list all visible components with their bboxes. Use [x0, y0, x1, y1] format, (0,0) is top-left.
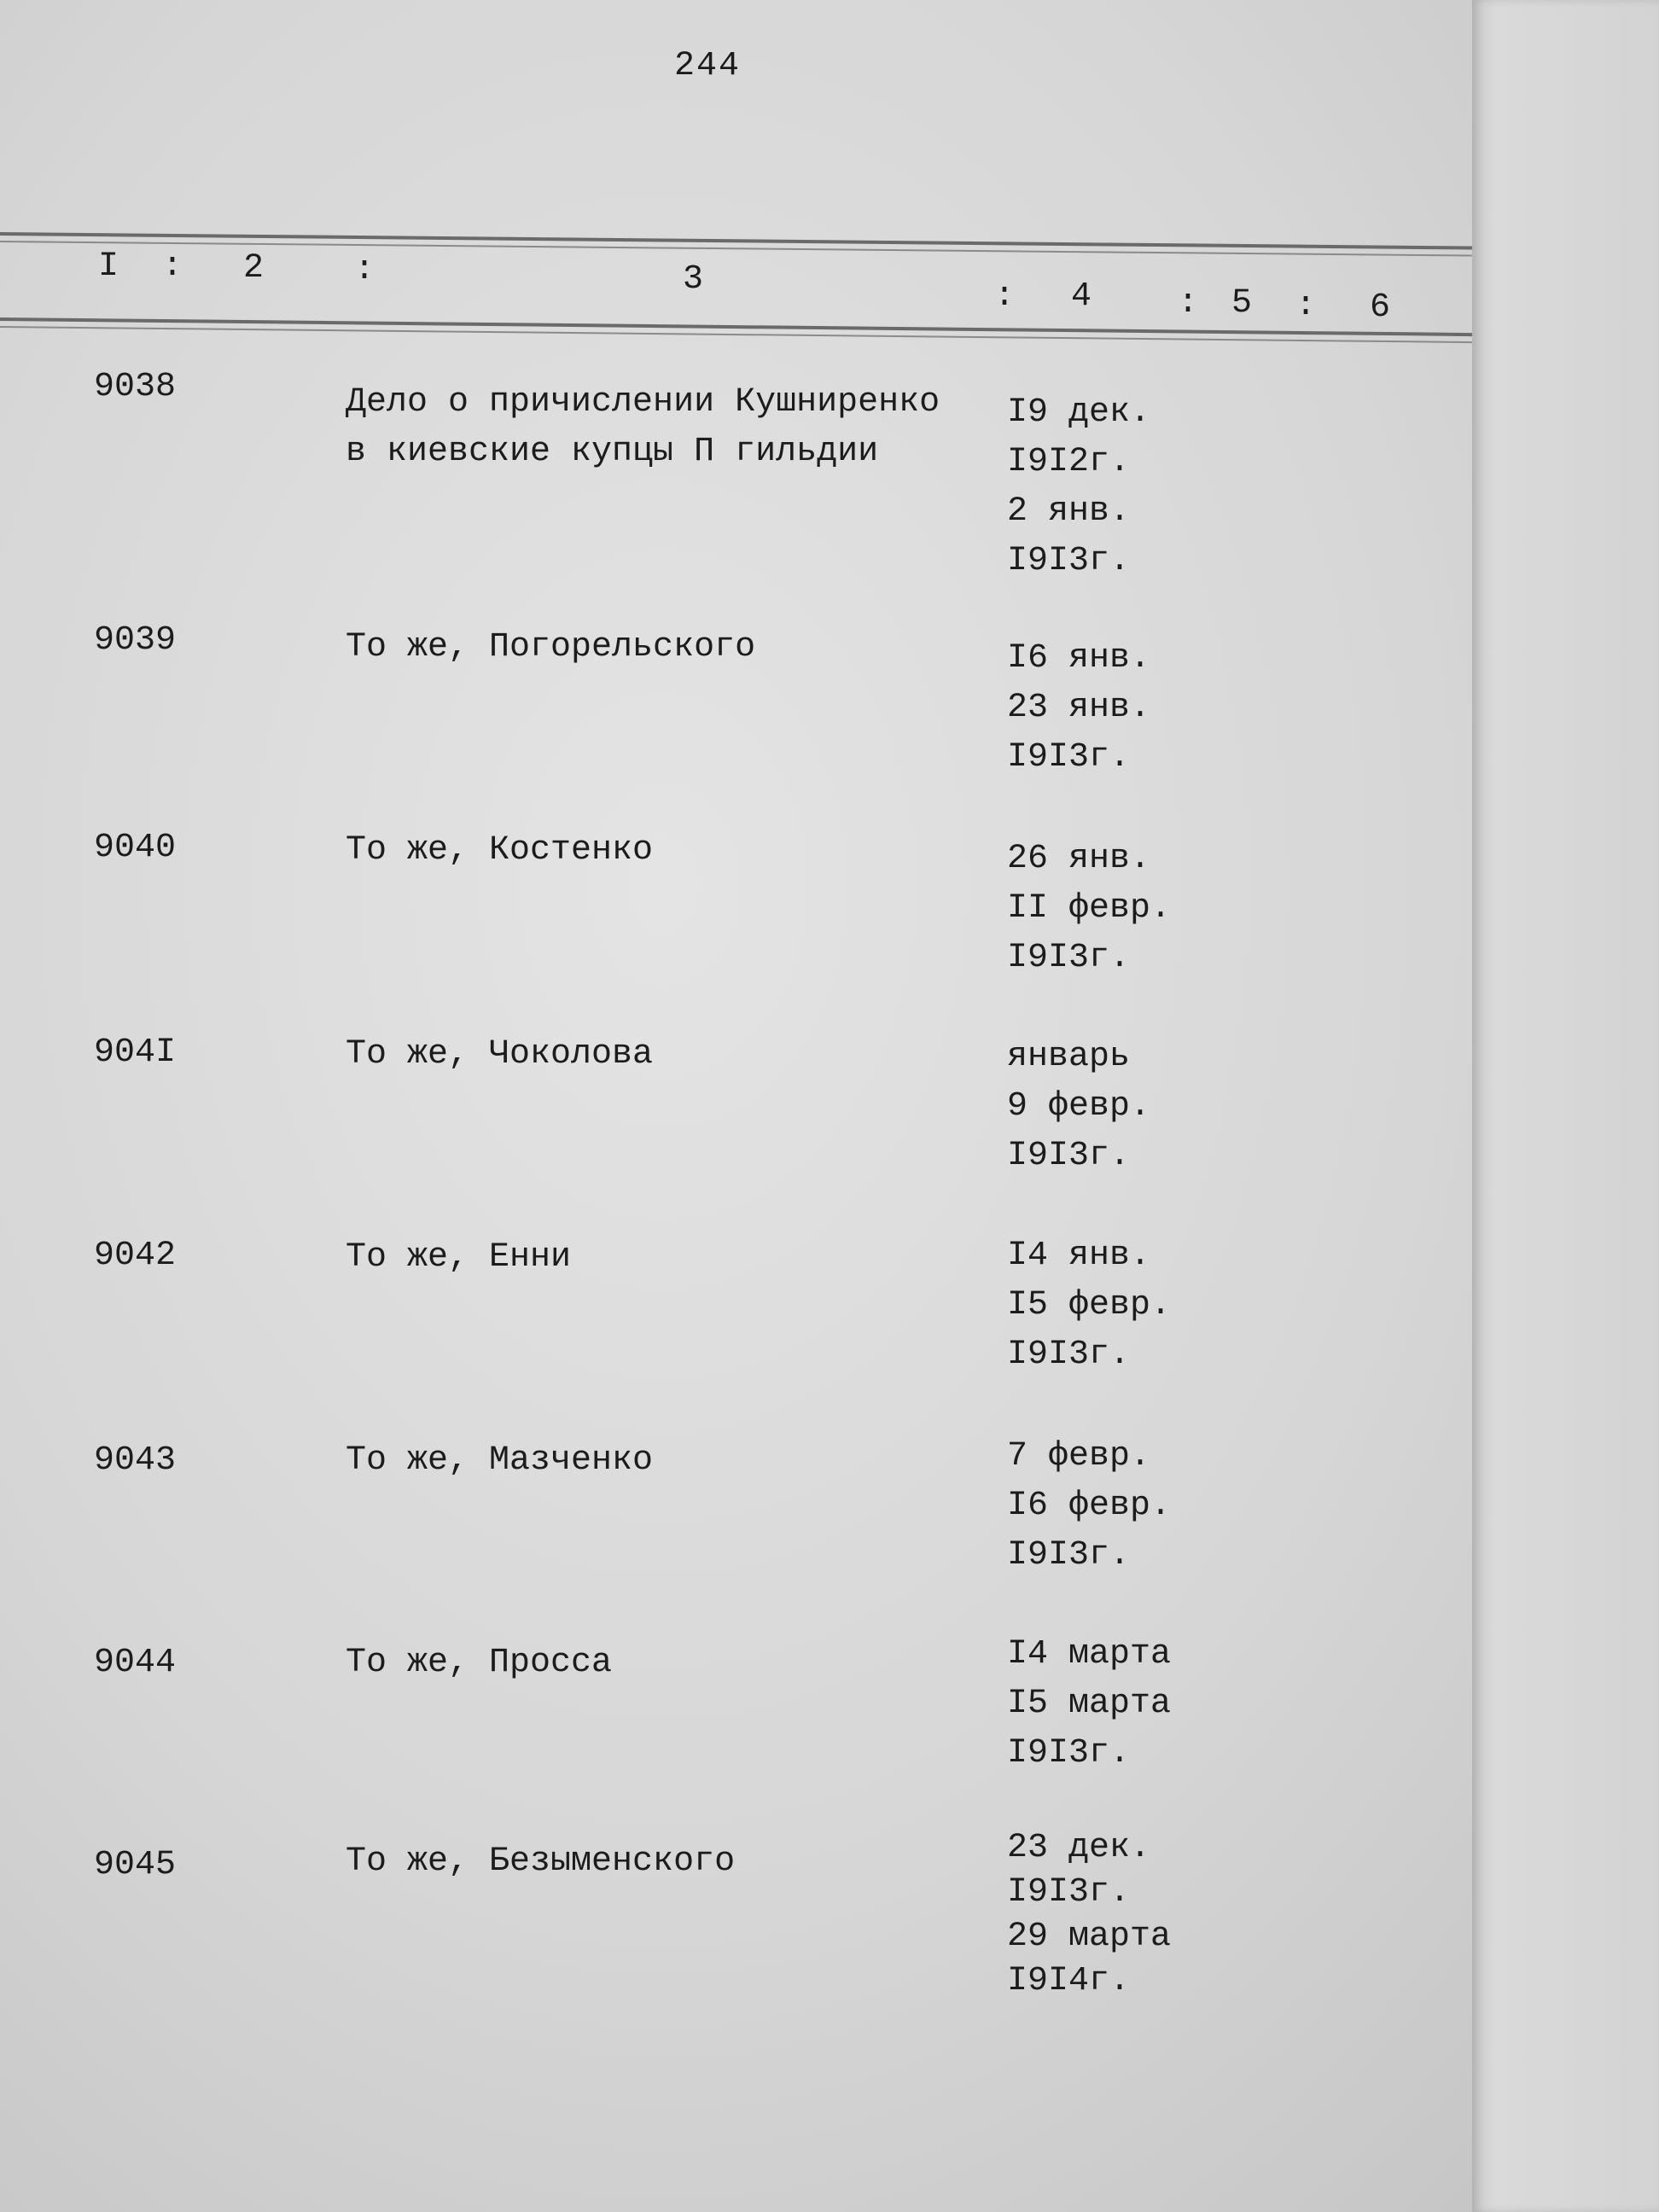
date-line: I9I3г. — [1007, 1873, 1131, 1912]
entry-dates — [1007, 1231, 1171, 1380]
entry-description — [346, 1030, 653, 1080]
date-line: I9I3г. — [1007, 738, 1131, 777]
entry-description — [346, 378, 940, 477]
column-separator: : — [1295, 287, 1317, 325]
date-line: 9 февр. — [1007, 1087, 1151, 1126]
date-line: I9I3г. — [1007, 542, 1131, 580]
date-line: I9I4г. — [1007, 1962, 1131, 2000]
date-line: I9I2г. — [1007, 443, 1131, 481]
entry-description — [346, 1639, 612, 1688]
entry-description — [346, 1837, 735, 1887]
description-line: То же, Безыменского — [346, 1842, 736, 1881]
description-line: То же, Мазченко — [346, 1441, 654, 1480]
entry-description — [346, 826, 653, 876]
column-header-3: 3 — [683, 260, 704, 299]
description-line: То же, Костенко — [346, 831, 654, 870]
entry-description — [346, 623, 755, 672]
date-line: I4 янв. — [1007, 1237, 1151, 1275]
date-line: I5 февр. — [1007, 1286, 1172, 1324]
entry-number: 9044 — [94, 1644, 177, 1682]
page-number: 244 — [674, 47, 742, 85]
date-line: 23 янв. — [1007, 689, 1151, 727]
column-header-1: I — [98, 247, 119, 286]
date-line: I9I3г. — [1007, 1137, 1131, 1175]
header-rule-top-inner — [0, 241, 1472, 257]
entry-dates — [1007, 1432, 1171, 1580]
description-line: То же, Енни — [346, 1238, 572, 1277]
entry-number: 9045 — [94, 1846, 177, 1884]
date-line: I9 дек. — [1007, 393, 1151, 432]
entry-number: 9043 — [94, 1441, 177, 1480]
entry-dates — [1007, 388, 1150, 586]
date-line: 29 марта — [1007, 1918, 1172, 1956]
entry-description — [346, 1233, 571, 1283]
column-header-5: 5 — [1231, 284, 1253, 323]
date-line: I5 марта — [1007, 1685, 1172, 1723]
entry-number: 9040 — [94, 829, 177, 867]
entry-number: 9038 — [94, 368, 177, 406]
date-line: 7 февр. — [1007, 1437, 1151, 1476]
entry-dates — [1007, 1033, 1150, 1181]
description-line: То же, Чоколова — [346, 1035, 654, 1074]
date-line: I9I3г. — [1007, 1734, 1131, 1773]
entry-number: 9039 — [94, 621, 177, 660]
date-line: 26 янв. — [1007, 840, 1151, 878]
date-line: II февр. — [1007, 889, 1172, 928]
entry-dates — [1007, 835, 1171, 983]
entry-description — [346, 1436, 653, 1486]
description-line: Дело о причислении Кушниренко — [346, 383, 940, 422]
page-edge — [1472, 0, 1659, 2212]
column-separator: : — [162, 247, 183, 286]
entry-number: 9042 — [94, 1237, 177, 1275]
column-separator: : — [354, 251, 375, 289]
entry-dates — [1007, 1630, 1171, 1778]
column-header-2: 2 — [243, 249, 265, 288]
date-line: 23 дек. — [1007, 1829, 1151, 1867]
column-header-4: 4 — [1071, 277, 1092, 316]
column-separator: : — [994, 277, 1016, 316]
entry-dates — [1007, 1826, 1171, 2004]
entry-number: 904I — [94, 1033, 177, 1072]
date-line: январь — [1007, 1038, 1131, 1076]
column-header-6: 6 — [1370, 288, 1391, 327]
description-line: То же, Просса — [346, 1644, 613, 1682]
description-line: То же, Погорельского — [346, 628, 756, 667]
column-separator: : — [1178, 284, 1199, 323]
date-line: I4 марта — [1007, 1635, 1172, 1674]
date-line: 2 янв. — [1007, 492, 1131, 531]
description-line: в киевские купцы П гильдии — [346, 433, 879, 471]
date-line: I9I3г. — [1007, 1336, 1131, 1374]
date-line: I6 февр. — [1007, 1487, 1172, 1525]
entry-dates — [1007, 634, 1150, 783]
date-line: I6 янв. — [1007, 639, 1151, 678]
date-line: I9I3г. — [1007, 939, 1131, 977]
date-line: I9I3г. — [1007, 1536, 1131, 1575]
